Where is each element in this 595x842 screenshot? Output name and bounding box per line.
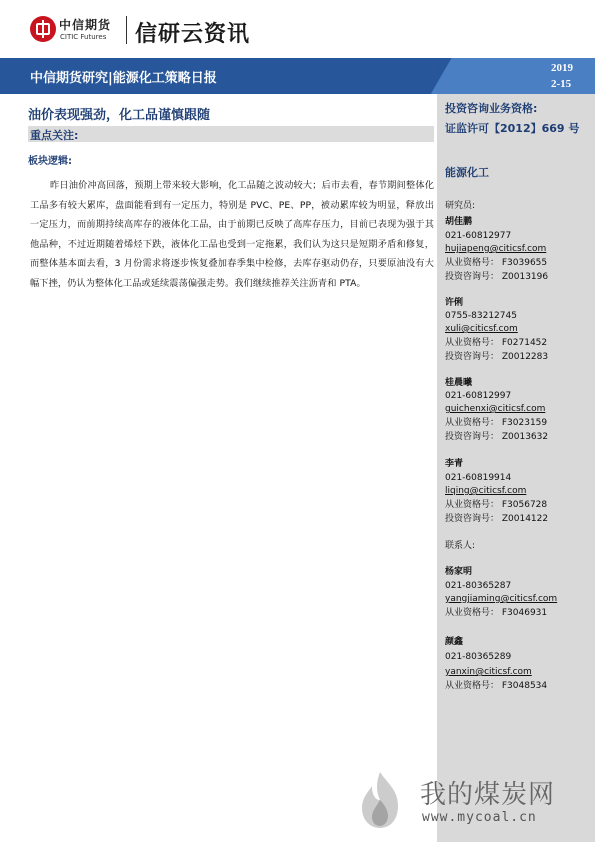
- watermark-url: www.mycoal.cn: [422, 810, 537, 825]
- researcher-practice-cert: 从业资格号： F3056728: [445, 500, 548, 510]
- report-date-monthday: 2-15: [551, 78, 572, 90]
- report-series-title: 中信期货研究|能源化工策略日报: [30, 71, 217, 86]
- report-banner: [0, 58, 595, 94]
- report-headline: 油价表现强劲，化工品谨慎跟随: [28, 108, 211, 123]
- logo-english-name: CITIC Futures: [60, 33, 107, 41]
- contact-practice-cert: 从业资格号： F3046931: [445, 608, 548, 618]
- header-divider: [126, 16, 127, 44]
- researcher-phone: 021-60812977: [445, 231, 512, 241]
- brand-title: 信研云资讯: [135, 22, 251, 47]
- researcher-email[interactable]: liqing@citicsf.com: [445, 486, 527, 496]
- researcher-phone: 021-60812997: [445, 391, 512, 401]
- report-date-year: 2019: [551, 62, 573, 74]
- researchers-label: 研究员:: [445, 201, 476, 211]
- analyst-sidebar: [437, 94, 595, 842]
- site-watermark: [340, 768, 590, 838]
- researcher-email[interactable]: xuli@citicsf.com: [445, 324, 518, 334]
- contact-name: 颜鑫: [445, 637, 464, 647]
- watermark-site-name: 我的煤炭网: [420, 780, 556, 810]
- license-number: 证监许可【2012】669 号: [445, 122, 580, 135]
- focus-label: 重点关注:: [30, 129, 79, 142]
- logo-chinese-name: 中信期货: [59, 18, 112, 32]
- researcher-advisory-cert: 投资咨询号： Z0012283: [445, 352, 549, 362]
- researcher-email[interactable]: guichenxi@citicsf.com: [445, 404, 546, 414]
- contact-phone: 021-80365289: [445, 652, 512, 662]
- qualification-label: 投资咨询业务资格:: [445, 102, 538, 115]
- page-header: [0, 0, 595, 56]
- sector-logic-paragraph: 昨日油价冲高回落，预期上带来较大影响，化工品随之波动较大；后市去看，春节期间整体化工品多有较大累库，盘面能看到有一定压力，特别是 PVC、PE、PP，被动累库较为明显，释放出一定压力，而前期持续高库存的液体化工品，由于前期已反映了高库存压力，目前已表现为强于其他品种，不过近期随着烯烃下跌，液体化工品也受到一定拖累，我们认为这只是短期矛盾和修复，而整体基本面去看，3 月份需求将逐步恢复叠加春季集中检修，去库存驱动仍存，只要原油没有大幅下挫，仍认为整体化工品或延续震荡偏强走势。我们继续推荐关注沥青和 PTA。: [30, 180, 434, 289]
- researcher-advisory-cert: 投资咨询号： Z0014122: [445, 514, 549, 524]
- researcher-name: 桂晨曦: [445, 378, 473, 388]
- researcher-email[interactable]: hujiapeng@citicsf.com: [445, 244, 547, 254]
- researcher-advisory-cert: 投资咨询号： Z0013632: [445, 432, 549, 442]
- focus-section-bar: [28, 126, 434, 142]
- contact-name: 杨家明: [445, 567, 473, 577]
- contact-practice-cert: 从业资格号： F3048534: [445, 681, 548, 691]
- researcher-practice-cert: 从业资格号： F3039655: [445, 258, 548, 268]
- citic-futures-logo: [30, 14, 124, 46]
- researcher-practice-cert: 从业资格号： F0271452: [445, 338, 548, 348]
- citic-logo-icon: [30, 16, 56, 42]
- researcher-phone: 021-60819914: [445, 473, 512, 483]
- contact-phone: 021-80365287: [445, 581, 512, 591]
- contact-email[interactable]: yanxin@citicsf.com: [445, 667, 532, 677]
- contacts-label: 联系人:: [445, 541, 476, 551]
- report-date: [551, 60, 573, 92]
- contact-email[interactable]: yangjiaming@citicsf.com: [445, 594, 558, 604]
- sector-name: 能源化工: [445, 166, 489, 179]
- researcher-advisory-cert: 投资咨询号： Z0013196: [445, 272, 549, 282]
- researcher-phone: 0755-83212745: [445, 311, 517, 321]
- researcher-name: 胡佳鹏: [445, 217, 473, 227]
- researcher-practice-cert: 从业资格号： F3023159: [445, 418, 548, 428]
- researcher-name: 许俐: [445, 298, 464, 308]
- flame-icon: [354, 770, 406, 830]
- sector-logic-label: 板块逻辑:: [28, 156, 72, 167]
- researcher-name: 李青: [445, 459, 464, 469]
